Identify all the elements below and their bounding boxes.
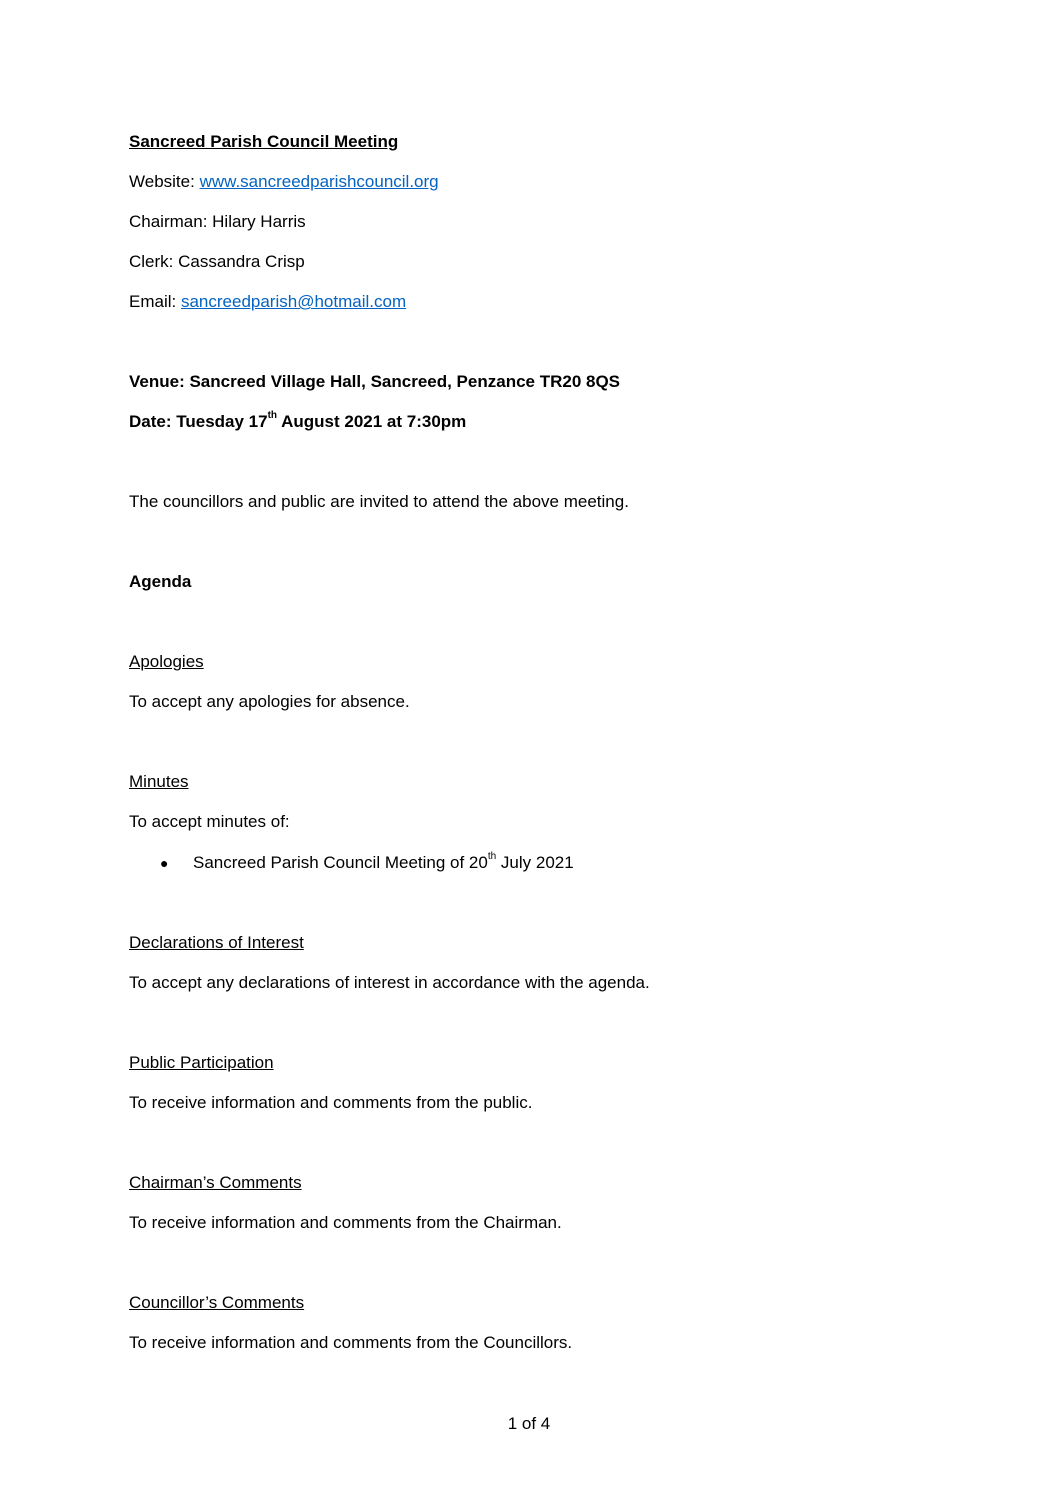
minutes-bullet-item — [160, 852, 574, 874]
page-number: 1 of 4 — [507, 1414, 551, 1433]
date-suffix: August 2021 at 7:30pm — [277, 412, 467, 431]
website-line — [129, 171, 439, 193]
email-label: Email: — [129, 292, 181, 311]
date-superscript: th — [267, 410, 278, 422]
email-line — [129, 291, 406, 313]
public-participation-text: To receive information and comments from the public. — [129, 1093, 533, 1112]
apologies-text: To accept any apologies for absence. — [129, 692, 410, 711]
minutes-heading: Minutes — [129, 772, 189, 791]
minutes-bullet-suffix: July 2021 — [496, 853, 574, 872]
minutes-bullet-prefix: Sancreed Parish Council Meeting of 20 — [193, 853, 488, 872]
bullet-icon: ● — [160, 855, 169, 871]
public-participation-heading: Public Participation — [129, 1053, 274, 1072]
councillors-comments-heading: Councillor’s Comments — [129, 1293, 305, 1312]
date-line — [129, 411, 466, 433]
email-link[interactable]: sancreedparish@hotmail.com — [180, 292, 407, 311]
agenda-heading: Agenda — [129, 572, 192, 591]
venue-line: Venue: Sancreed Village Hall, Sancreed, Penzance TR20 8QS — [129, 372, 621, 391]
declarations-text: To accept any declarations of interest in accordance with the agenda. — [129, 973, 650, 992]
clerk-line: Clerk: Cassandra Crisp — [129, 252, 305, 271]
date-prefix: Date: Tuesday 17 — [129, 412, 268, 431]
chairmans-comments-text: To receive information and comments from the Chairman. — [129, 1213, 562, 1232]
invitation-text: The councillors and public are invited to attend the above meeting. — [129, 492, 629, 511]
chairmans-comments-heading: Chairman’s Comments — [129, 1173, 302, 1192]
declarations-heading: Declarations of Interest — [129, 933, 304, 952]
councillors-comments-text: To receive information and comments from the Councillors. — [129, 1333, 573, 1352]
website-link[interactable]: www.sancreedparishcouncil.org — [199, 172, 439, 191]
website-label: Website: — [129, 172, 200, 191]
chairman-line: Chairman: Hilary Harris — [129, 212, 306, 231]
minutes-text: To accept minutes of: — [129, 812, 290, 831]
apologies-heading: Apologies — [129, 652, 204, 671]
minutes-bullet-superscript: th — [487, 851, 497, 863]
document-title: Sancreed Parish Council Meeting — [129, 132, 399, 151]
